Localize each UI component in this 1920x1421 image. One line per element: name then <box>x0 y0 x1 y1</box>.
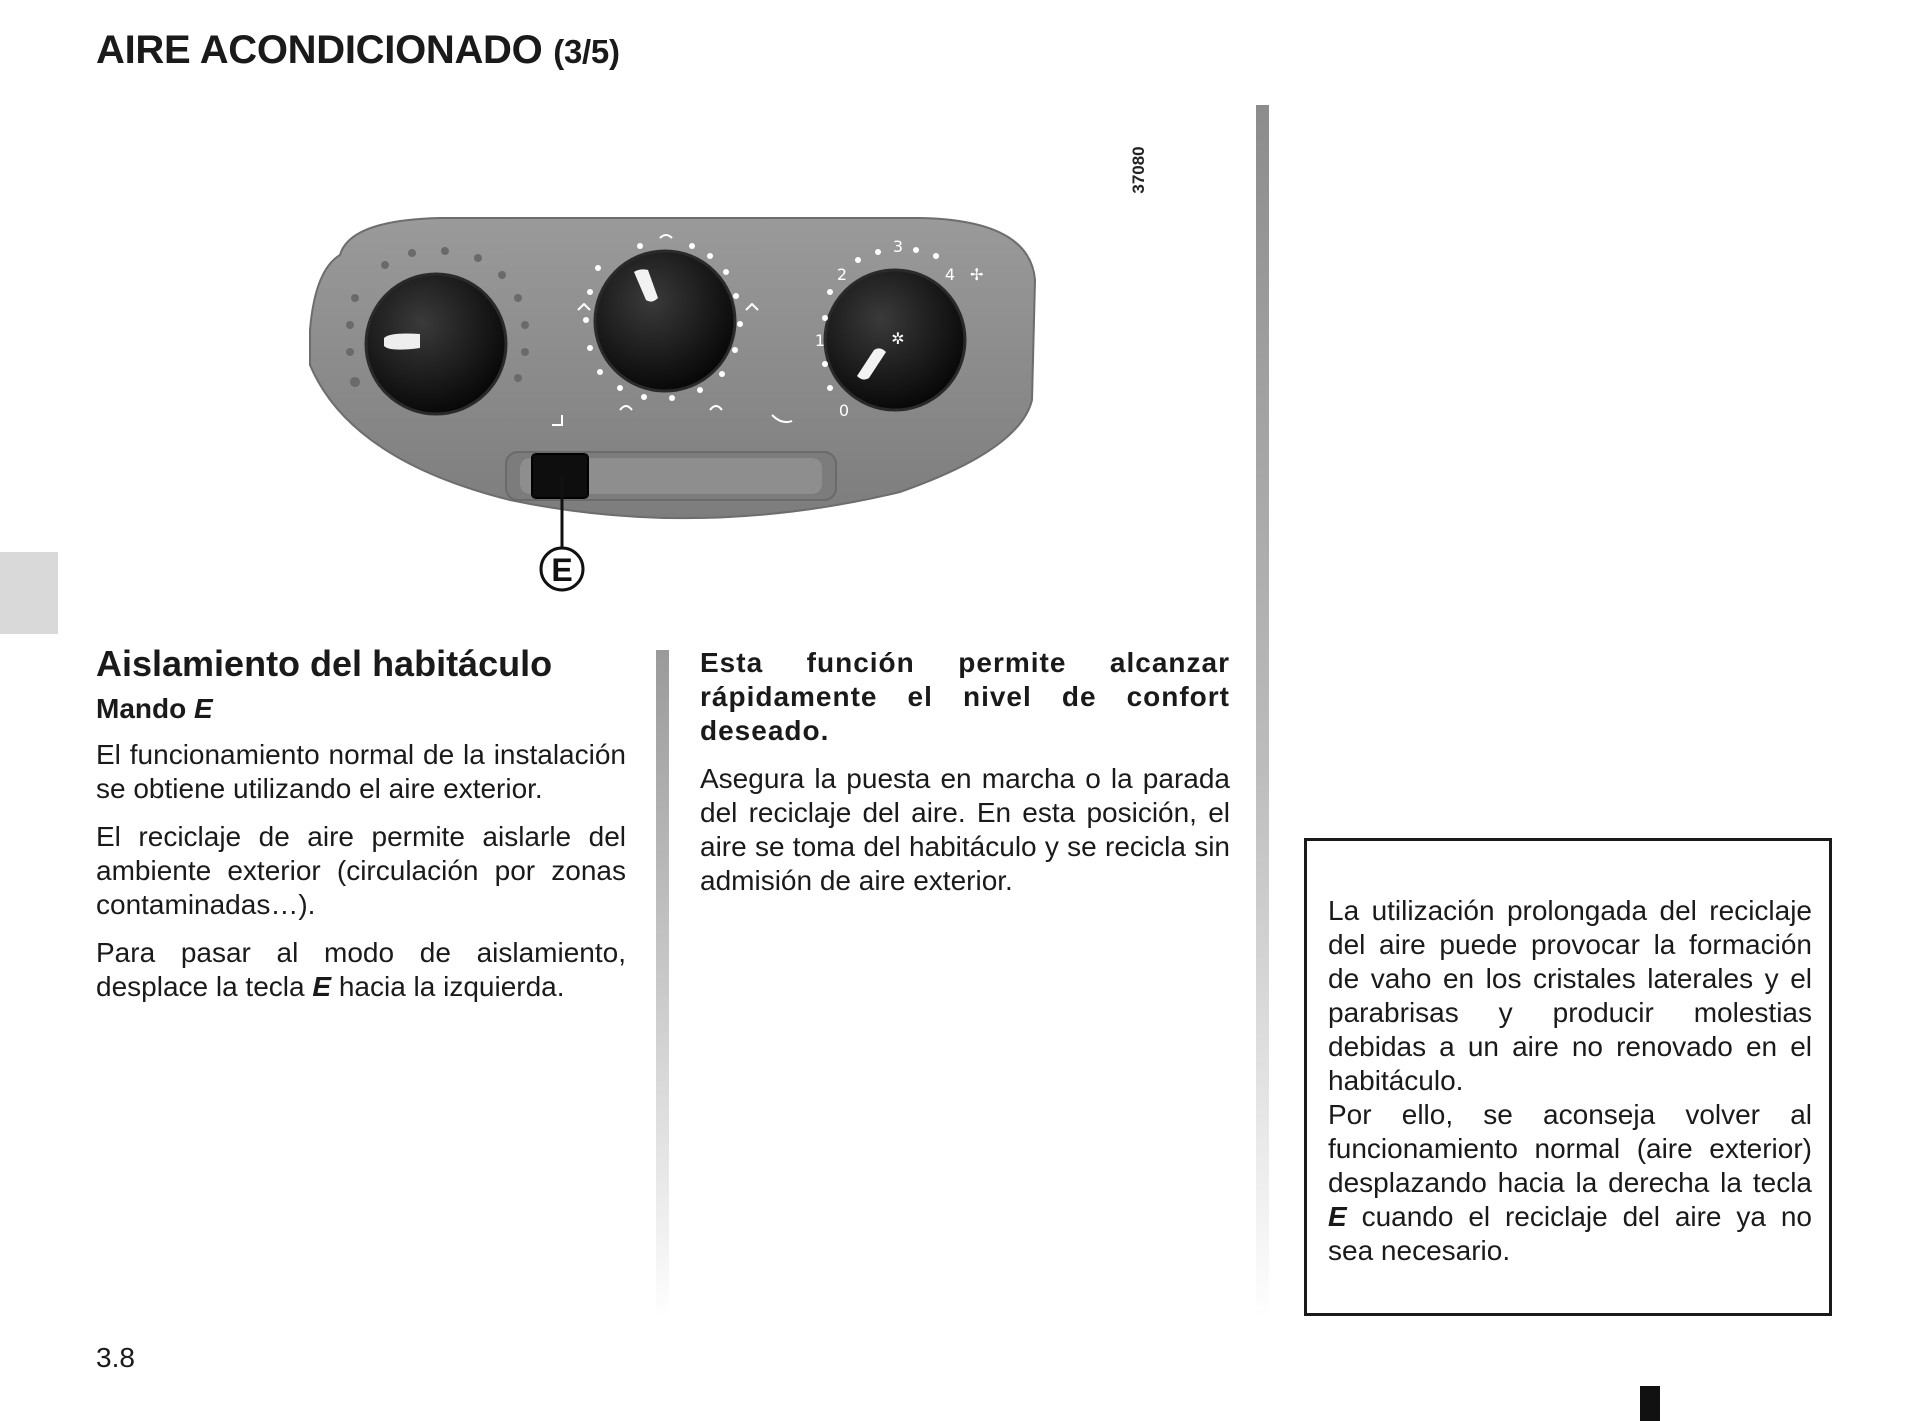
column-left <box>96 642 626 1018</box>
page-title <box>96 28 620 73</box>
paragraph-recirculation: El reciclaje de aire permite aislarle del ambiente exterior (circulación por zonas contaminadas…). <box>96 821 626 920</box>
note-text <box>1328 894 1812 1268</box>
page-title-text: AIRE ACONDICIONADO <box>96 28 543 72</box>
page-part-indicator: (3/5) <box>553 33 620 70</box>
column-divider-right <box>1256 105 1269 1320</box>
fan-speed-1: 1 <box>814 331 826 350</box>
page-number: 3.8 <box>96 1342 135 1373</box>
note-advice-key: E <box>1328 1201 1347 1232</box>
fan-icon: ✢ <box>970 265 984 284</box>
section-heading: Aislamiento del habitáculo <box>96 643 553 684</box>
control-subheading <box>96 692 626 726</box>
isolation-text-before: Para pasar al modo de aislamiento, desplace la tecla <box>96 937 626 1002</box>
paragraph-function-summary: Esta función permite alcanzar rápidamente el nivel de confort deseado. <box>700 647 1230 746</box>
note-advice-after: cuando el reciclaje del aire ya no sea necesario. <box>1328 1201 1812 1266</box>
paragraph-isolation-mode <box>96 936 626 1004</box>
column-divider-middle <box>656 650 669 1320</box>
fan-speed-2: 2 <box>836 265 848 284</box>
subheading-key: E <box>194 693 213 724</box>
note-advice-before: Por ello, se aconseja volver al funcionamiento normal (aire exterior) desplazando hacia la derecha la tecla <box>1328 1099 1812 1198</box>
svg-text:✲: ✲ <box>891 329 905 348</box>
figure-reference-code <box>1128 130 1150 210</box>
callout-label-e: E <box>551 552 573 588</box>
note-paragraph-warning: La utilización prolongada del reciclaje del aire puede provocar la formación de vaho en los cristales laterales y el parabrisas y producir molestias debidas a un aire no renovado en el habitáculo. <box>1328 895 1812 1096</box>
column-middle <box>700 646 1230 912</box>
fan-speed-4: 4 <box>944 265 956 284</box>
note-paragraph-advice <box>1328 1098 1812 1268</box>
figure-code-text: 37080 <box>1129 146 1148 194</box>
isolation-key: E <box>312 971 332 1002</box>
subheading-prefix: Mando <box>96 693 194 724</box>
paragraph-normal-operation: El funcionamiento normal de la instalación se obtiene utilizando el aire exterior. <box>96 739 626 804</box>
fan-speed-3: 3 <box>892 237 904 256</box>
isolation-text-after: hacia la izquierda. <box>331 971 565 1002</box>
fan-speed-0: 0 <box>838 401 850 420</box>
recirculation-key-e <box>532 454 588 498</box>
climate-control-panel-illustration <box>280 120 1220 600</box>
chapter-side-tab <box>0 552 58 634</box>
paragraph-function-detail: Asegura la puesta en marcha o la parada del reciclaje del aire. En esta posición, el aire se toma del habitáculo y se recicla sin admisión de aire exterior. <box>700 763 1230 896</box>
page-corner-mark <box>1640 1386 1660 1421</box>
